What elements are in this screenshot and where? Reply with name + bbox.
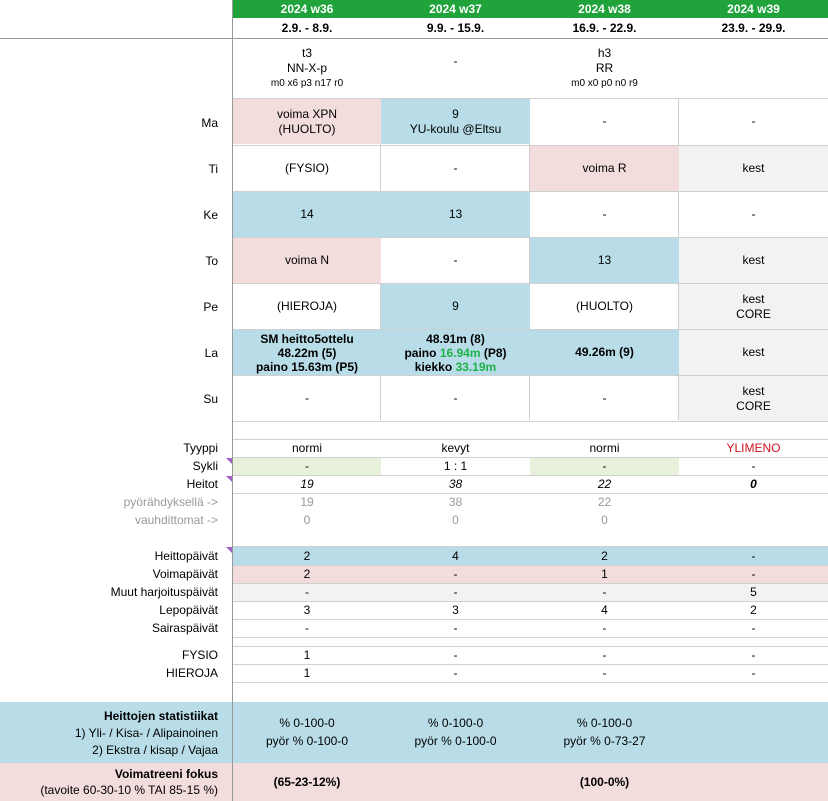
cell-ti-w38[interactable]	[530, 146, 679, 191]
cell-su-w36[interactable]	[233, 376, 381, 421]
fysio-w38[interactable]: -	[602, 648, 607, 662]
hieroja-w36[interactable]: 1	[303, 666, 311, 680]
stats-label	[0, 708, 226, 759]
cell-pe-w37[interactable]	[381, 284, 530, 329]
sairas-w38[interactable]: -	[602, 621, 607, 635]
cell-pe-w36[interactable]	[233, 284, 381, 329]
cell-su-w39[interactable]	[679, 376, 828, 421]
sykli-w38[interactable]: -	[530, 458, 679, 475]
lepo-w38[interactable]: 4	[601, 603, 608, 617]
stats-line1: 1) Yli- / Kisa- / Alipainoinen	[74, 726, 218, 740]
comment-marker-icon[interactable]	[226, 476, 232, 482]
cell-line: -	[305, 391, 309, 405]
hieroja-w38[interactable]: -	[602, 666, 607, 680]
pyor-w37[interactable]: 38	[448, 495, 463, 509]
cell-line: kest	[742, 291, 765, 306]
voima-subtitle: (tavoite 60-30-10 % TAI 85-15 %)	[40, 783, 218, 797]
cell-la-w36[interactable]	[233, 330, 381, 375]
cell-ma-w38[interactable]	[530, 99, 679, 144]
fysio-w37[interactable]: -	[453, 648, 458, 662]
voima-label	[0, 766, 226, 798]
row-label-heitot: Heitot	[186, 477, 218, 491]
phase-name: RR	[595, 60, 614, 75]
cell-line: YU-koulu @Eltsu	[409, 121, 502, 136]
phase-detail: m0 x0 p0 n0 r9	[571, 77, 638, 89]
shot-place: (P8)	[480, 345, 507, 360]
cell-line: 9	[452, 106, 459, 121]
cell-line: -	[453, 391, 458, 405]
stats-line2: 2) Ekstra / kisap / Vajaa	[92, 743, 218, 757]
cell-pe-w39[interactable]	[679, 284, 828, 329]
row-label-fysio: FYSIO	[181, 648, 218, 662]
fysio-w39[interactable]: -	[751, 648, 756, 662]
stats-pct: % 0-100-0	[279, 716, 335, 730]
cell-ke-w36[interactable]	[233, 192, 381, 237]
cell-line: voima N	[284, 253, 329, 267]
cell-line: -	[751, 114, 756, 128]
cell-line: 13	[448, 207, 463, 221]
tyyppi-w36[interactable]: normi	[291, 441, 322, 455]
cell-to-w37[interactable]	[381, 238, 530, 283]
cell-ti-w39[interactable]	[679, 146, 828, 191]
cell-to-w38[interactable]	[530, 238, 679, 283]
cell-line: -	[602, 391, 607, 405]
heitot-w36[interactable]: 19	[300, 477, 314, 491]
tyyppi-w37[interactable]: kevyt	[441, 441, 470, 455]
vauhd-w38[interactable]: 0	[601, 513, 608, 527]
day-label-to: To	[205, 254, 218, 268]
row-label-voimapaivat: Voimapäivät	[152, 567, 218, 581]
voimap-w36[interactable]: 2	[233, 566, 381, 583]
week-header-w39[interactable]: 2024 w39	[679, 0, 828, 18]
cell-ti-w37[interactable]	[381, 146, 530, 191]
phase-code: t3	[301, 45, 312, 60]
voima-w36[interactable]: (65-23-12%)	[273, 774, 341, 789]
tyyppi-w38[interactable]: normi	[589, 441, 620, 455]
cell-ke-w37[interactable]	[381, 192, 530, 237]
row-label-tyyppi: Tyyppi	[183, 441, 218, 455]
heittop-w39[interactable]: -	[679, 547, 828, 565]
phase-cell-w38[interactable]	[530, 40, 679, 96]
heittop-w36[interactable]: 2	[233, 547, 381, 565]
stats-pyor: pyör % 0-73-27	[563, 734, 646, 748]
heitot-w39[interactable]: 0	[750, 477, 757, 491]
muut-w37[interactable]: -	[381, 584, 530, 601]
cell-su-w37[interactable]	[381, 376, 530, 421]
heitot-w38[interactable]: 22	[597, 477, 612, 491]
day-label-la: La	[204, 346, 218, 360]
row-label-sairaspaivat: Sairaspäivät	[151, 621, 218, 635]
heittop-w37[interactable]: 4	[381, 547, 530, 565]
hieroja-w39[interactable]: -	[751, 666, 756, 680]
cell-line: paino 15.63m (P5)	[255, 359, 359, 374]
row-label-lepopaivat: Lepopäivät	[159, 603, 218, 617]
phase-name: NN-X-p	[286, 60, 327, 75]
discus-result-highlight: 33.19m	[455, 359, 497, 374]
cell-ke-w38[interactable]	[530, 192, 679, 237]
cell-line: (HUOLTO)	[278, 121, 336, 136]
cell-line: (HUOLTO)	[576, 299, 633, 313]
shot-result-highlight: 16.94m	[439, 345, 481, 360]
phase-cell-w36[interactable]	[233, 40, 381, 96]
row-label-pyorahdyksella: pyörähdyksellä ->	[123, 495, 218, 509]
cell-line: kest	[742, 161, 765, 175]
cell-line: (FYSIO)	[285, 161, 329, 175]
cell-line: -	[453, 253, 458, 267]
sykli-w39[interactable]: -	[751, 459, 756, 473]
cell-la-w39[interactable]	[679, 330, 828, 375]
cell-la-w37[interactable]	[381, 330, 530, 375]
cell-line: CORE	[736, 306, 771, 321]
voima-w38[interactable]: (100-0%)	[579, 774, 630, 789]
week-header-w36[interactable]: 2024 w36	[233, 0, 381, 18]
phase-name: -	[453, 53, 458, 68]
hieroja-w37[interactable]: -	[453, 666, 458, 680]
cell-to-w39[interactable]	[679, 238, 828, 283]
cell-line: -	[453, 161, 458, 175]
week-header-w37[interactable]: 2024 w37	[381, 0, 530, 18]
stats-pct: % 0-100-0	[576, 716, 633, 730]
sairas-w36[interactable]: -	[305, 621, 309, 635]
cell-line: SM heitto5ottelu	[260, 331, 354, 346]
vauhd-w37[interactable]: 0	[452, 513, 459, 527]
sykli-w37[interactable]: 1 : 1	[443, 459, 468, 473]
comment-marker-icon[interactable]	[226, 458, 232, 464]
sairas-w39[interactable]: -	[751, 621, 756, 635]
lepo-w36[interactable]: 3	[303, 603, 311, 617]
cell-line: voima R	[582, 161, 627, 175]
stats-pct: % 0-100-0	[427, 716, 484, 730]
cell-line: kest	[742, 383, 765, 398]
stats-w38[interactable]	[530, 712, 679, 752]
fysio-w36[interactable]: 1	[303, 648, 311, 662]
cell-la-w38[interactable]	[530, 330, 679, 375]
heittop-w38[interactable]: 2	[530, 547, 679, 565]
lepo-w39[interactable]: 2	[750, 603, 757, 617]
week-header-w38[interactable]: 2024 w38	[530, 0, 679, 18]
stats-w36[interactable]	[233, 712, 381, 752]
voimap-w39[interactable]: -	[679, 566, 828, 583]
cell-line: 48.91m (8)	[426, 331, 485, 346]
sairas-w37[interactable]: -	[453, 621, 458, 635]
cell-line: 9	[452, 299, 459, 313]
voima-title: Voimatreeni fokus	[114, 767, 218, 781]
stats-pyor: pyör % 0-100-0	[265, 734, 349, 748]
day-label-su: Su	[203, 392, 218, 406]
phase-detail: m0 x6 p3 n17 r0	[270, 77, 344, 89]
stats-title: Heittojen statistiikat	[103, 709, 218, 723]
phase-detail	[454, 69, 457, 84]
day-label-ke: Ke	[203, 208, 218, 222]
muut-w38[interactable]: -	[530, 584, 679, 601]
header-divider	[0, 38, 828, 39]
voima-w37[interactable]	[381, 768, 530, 796]
row-label-vauhdittomat: vauhdittomat ->	[134, 513, 218, 527]
cell-line: (HIEROJA)	[277, 299, 337, 313]
voima-w39[interactable]	[679, 768, 828, 796]
cell-ma-w39[interactable]	[679, 99, 828, 144]
tyyppi-w39[interactable]: YLIMENO	[726, 441, 781, 455]
voimap-w38[interactable]: 1	[530, 566, 679, 583]
row-label-heittopaivat: Heittopäivät	[154, 549, 218, 563]
cell-line: -	[751, 207, 756, 221]
row-label-muut: Muut harjoituspäivät	[110, 585, 218, 599]
cell-line: 13	[597, 253, 612, 267]
week-dates-w36[interactable]: 2.9. - 8.9.	[281, 21, 333, 35]
stats-w37[interactable]	[381, 712, 530, 752]
cell-line: 48.22m (5)	[277, 345, 337, 360]
heitot-w37[interactable]: 38	[448, 477, 463, 491]
phase-cell-w37[interactable]	[381, 40, 530, 96]
phase-code: h3	[597, 45, 612, 60]
cell-ke-w39[interactable]	[679, 192, 828, 237]
muut-w39[interactable]: 5	[679, 584, 828, 601]
shot-label: paino	[404, 345, 440, 360]
day-label-ma: Ma	[201, 116, 218, 130]
cell-line: 49.26m (9)	[575, 345, 634, 359]
week-dates-w39[interactable]: 23.9. - 29.9.	[721, 21, 786, 35]
day-label-ti: Ti	[208, 162, 218, 176]
cell-line: voima XPN	[276, 106, 338, 121]
discus-label: kiekko	[414, 359, 456, 374]
cell-to-w36[interactable]	[233, 238, 381, 283]
cell-ma-w36[interactable]	[233, 99, 381, 144]
cell-line	[415, 360, 496, 374]
cell-line: 14	[300, 207, 314, 221]
week-dates-w38[interactable]: 16.9. - 22.9.	[572, 21, 637, 35]
day-label-pe: Pe	[203, 300, 218, 314]
week-dates-w37[interactable]: 9.9. - 15.9.	[426, 21, 485, 35]
row-label-sykli: Sykli	[192, 459, 218, 473]
row-label-hieroja: HIEROJA	[165, 666, 218, 680]
lepo-w37[interactable]: 3	[452, 603, 459, 617]
cell-ma-w37[interactable]	[381, 99, 530, 144]
pyor-w36[interactable]: 19	[300, 495, 314, 509]
pyor-w38[interactable]: 22	[597, 495, 612, 509]
vauhd-w36[interactable]: 0	[303, 513, 311, 527]
voimap-w37[interactable]: -	[381, 566, 530, 583]
stats-pyor: pyör % 0-100-0	[414, 734, 497, 748]
comment-marker-icon[interactable]	[226, 547, 232, 553]
cell-line: -	[602, 114, 607, 128]
sykli-w36[interactable]: -	[233, 458, 381, 475]
cell-ti-w36[interactable]	[233, 146, 381, 191]
cell-line: kest	[742, 345, 765, 359]
muut-w36[interactable]: -	[233, 584, 381, 601]
cell-pe-w38[interactable]	[530, 284, 679, 329]
cell-line: kest	[742, 253, 765, 267]
cell-line	[404, 346, 506, 360]
cell-line: -	[602, 207, 607, 221]
cell-line: CORE	[736, 398, 771, 413]
cell-su-w38[interactable]	[530, 376, 679, 421]
